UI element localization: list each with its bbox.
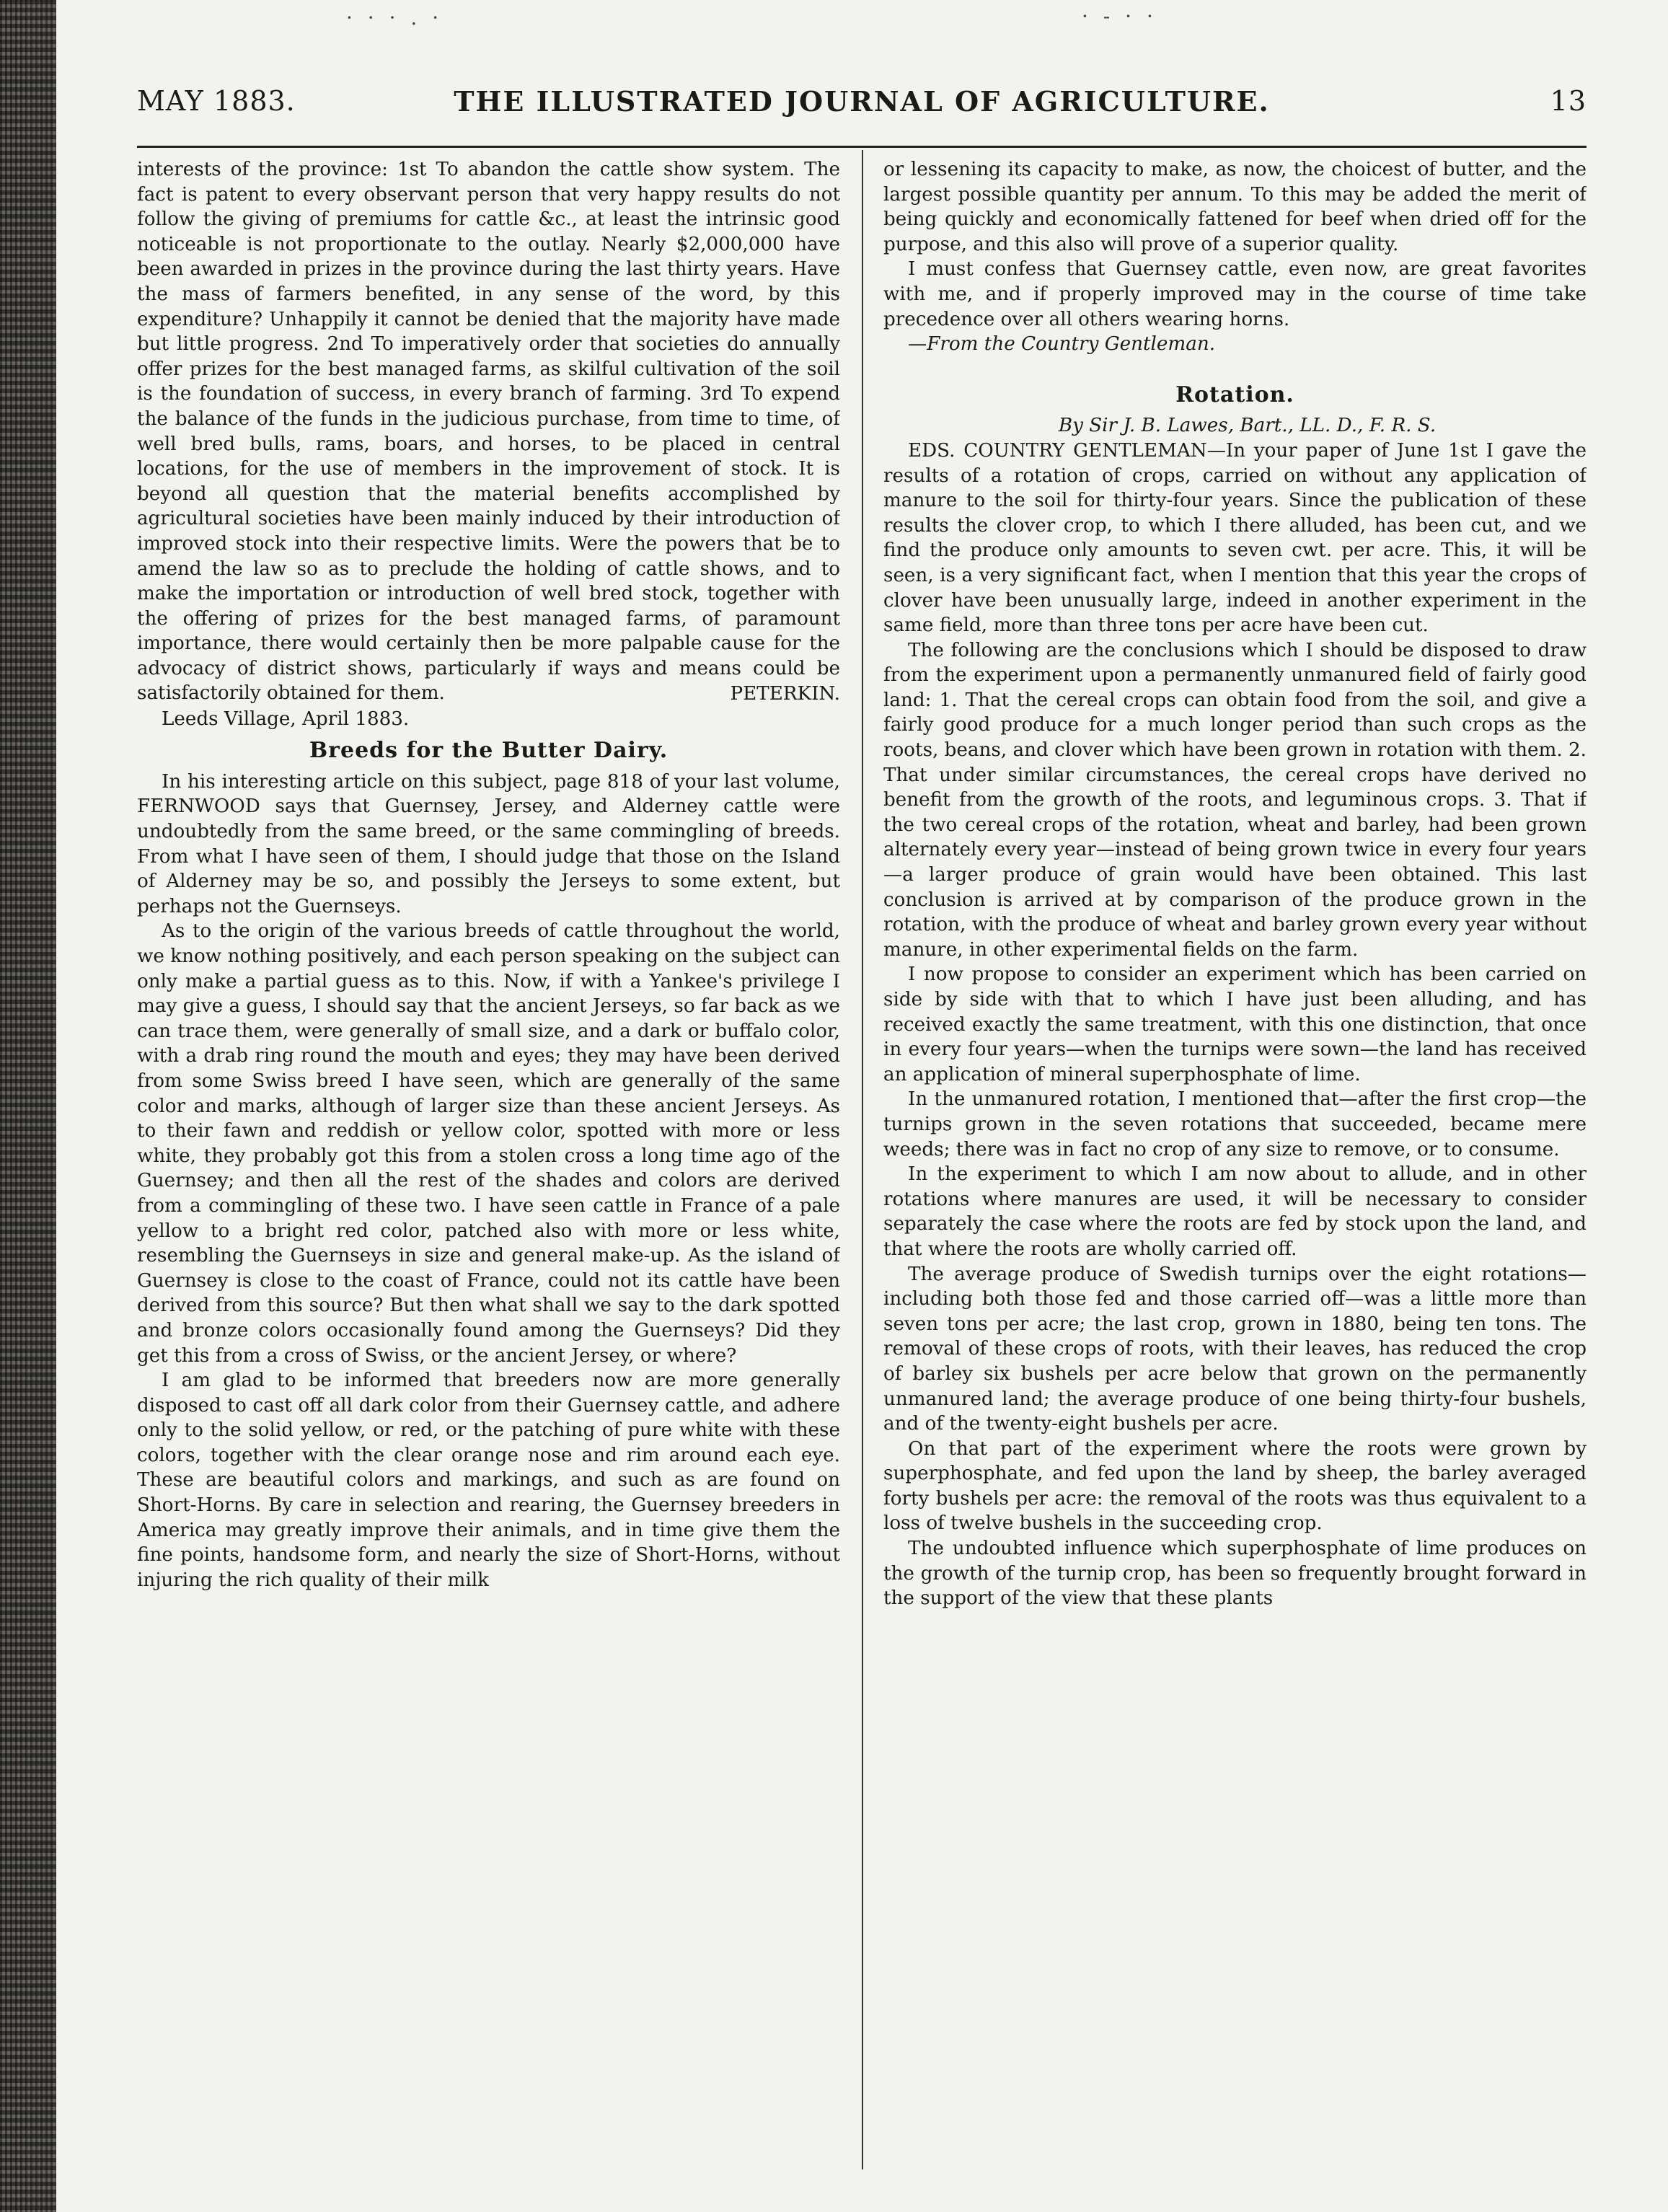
article-paragraph: I am glad to be informed that breeders now are more generally disposed to cast off all dark color from their Guernsey cattle, and adhere only to the solid yellow, or red, or the patching of pure white with these colors, together with the clear orange nose and rim around each eye. These are beautiful colors and markings, and such as are found on Short-Horns. By care in selection and rearing, the Guernsey breeders in America may greatly improve their animals, and in time give them the fine points, handsome form, and nearly the size of Short-Horns, without injuring the rich quality of their milk xyxy=(137,1370,840,1591)
article-paragraph: I must confess that Guernsey cattle, even now, are great favorites with me, and if properly improved may in the course of time take precedence over all others wearing horns. xyxy=(883,258,1587,330)
journal-page xyxy=(137,65,1587,2185)
article-heading-breeds: Breeds for the Butter Dairy. xyxy=(309,738,668,764)
salutation: EDS. COUNTRY GENTLEMAN xyxy=(908,439,1207,462)
article-paragraph: The following are the conclusions which I should be disposed to draw from the experiment upon a permanently unmanured field of fairly good land: 1. That the cereal crops can obtain food from the soil, and give a fairly good produce for a much longer period than such crops as the roots, beans, and clover which have been grown in rotation with them. 2. That under similar circumstances, the cereal crops have derived no benefit from the growth of the roots, and leguminous crops. 3. That if the two cereal crops of the rotation, wheat and barley, had been grown alternately every year—instead of being grown twice in every four years—a larger produce of grain would have been obtained. This last conclusion is arrived at by comparison of the produce grown in the rotation, with the produce of wheat and barley grown every year without manure, in other experimental fields on the farm. xyxy=(883,639,1587,961)
continued-paragraph: interests of the province: 1st To abandon the cattle show system. The fact is patent to every observant person that very happy results do not follow the giving of premiums for cattle &c., at least the intrinsic good noticeable is not proportionate to the outlay. Nearly $2,000,000 have been awarded in prizes in the province during the last thirty years. Have the mass of farmers benefited, in any sense of the word, by this expenditure? Unhappily it cannot be denied that the majority have made but little progress. 2nd To imperatively order that societies do annually offer prizes for the best managed farms, as skilful cultivation of the soil is the foundation of success, in every branch of farming. 3rd To expend the balance of the funds in the judicious purchase, from time to time, of well bred bulls, rams, boars, and horses, to be placed in central locations, for the use of members in the improvement of stock. It is beyond all question that the material benefits accomplished by agricultural societies have been mainly induced by their introduction of improved stock into their respective limits. Were the powers that be to amend the law so as to preclude the holding of cattle shows, and to make the importation or introduction of well bred stock, together with the offering of prizes for the best managed farms, of paramount importance, there would certainly then be more palpable cause for the advocacy of district shows, particularly if ways and means could be satisfactorily obtained for them. xyxy=(137,159,840,705)
article-paragraph xyxy=(883,439,1587,638)
journal-title: THE ILLUSTRATED JOURNAL OF AGRICULTURE. xyxy=(454,85,1270,118)
column-divider xyxy=(862,150,863,2169)
page-header xyxy=(137,78,1587,128)
header-rule xyxy=(137,146,1587,148)
continued-paragraph: or lessening its capacity to make, as now, the choicest of butter, and the largest possible quantity per annum. To this may be added the merit of being quickly and economically fattened for beef when dried off for the purpose, and this also will prove of a superior quality. xyxy=(883,159,1587,255)
article-paragraph: In the unmanured rotation, I mentioned that—after the first crop—the turnips grown in the seven rotations that succeeded, became mere weeds; there was in fact no crop of any size to remove, or to consume. xyxy=(883,1088,1587,1160)
header-date: MAY 1883. xyxy=(137,85,296,117)
print-speckle: · · · . · xyxy=(346,6,444,30)
paragraph-text: —In your paper of June 1st I gave the results of a rotation of crops, carried on without any application of manure to the soil for thirty-four years. Since the publication of these results the clover crop, to which I there alluded, has been cut, and we find the produce only amounts to seven cwt. per acre. This, it will be seen, is a very significant fact, when I mention that this year the crops of clover have been unusually large, indeed in another experiment in the same field, more than three tons per acre have been cut. xyxy=(883,439,1587,637)
article-paragraph: The undoubted influence which superphosphate of lime produces on the growth of the turnip crop, has been so frequently brought forward in the support of the view that these plants xyxy=(883,1538,1587,1610)
article-paragraph: I now propose to consider an experiment which has been carried on side by side with that to which I have just been alluding, and has received exactly the same treatment, with this one distinction, that once in every four years—when the turnips were sown—the land has received an application of mineral superphosphate of lime. xyxy=(883,964,1587,1085)
article-paragraph: As to the origin of the various breeds of cattle throughout the world, we know nothing positively, and each person speaking on the subject can only make a partial guess as to this. Now, if with a Yankee's privilege I may give a guess, I should say that the ancient Jerseys, so far back as we can trace them, were generally of small size, and a dark or buffalo color, with a drab ring round the mouth and eyes; they may have been derived from some Swiss breed I have seen, which are generally of the same color and marks, although of larger size than these ancient Jerseys. As to their fawn and reddish or yellow color, spotted with more or less white, they probably got this from a stolen cross a long time ago of the Guernsey; and then all the rest of the shades and colors are derived from a commingling of these two. I have seen cattle in France of a pale yellow to a bright red color, patched also with more or less white, resembling the Guernseys in size and general make-up. As the island of Guernsey is close to the coast of France, could not its cattle have been derived from this source? But then what shall we say to the dark spotted and bronze colors occasionally found among the Guernseys? Did they get this from a cross of Swiss, or the ancient Jersey, or where? xyxy=(137,920,840,1367)
book-spine-edge xyxy=(0,0,56,2212)
page-number: 13 xyxy=(1550,85,1587,117)
source-credit: —From the Country Gentleman. xyxy=(908,333,1216,356)
author-byline: By Sir J. B. Lawes, Bart., LL. D., F. R. S. xyxy=(1058,415,1437,437)
article-paragraph: In the experiment to which I am now about to allude, and in other rotations where manures are used, it will be necessary to consider separately the case where the roots are fed by stock upon the land, and that where the roots are wholly carried off. xyxy=(883,1163,1587,1260)
right-column xyxy=(883,157,1587,2177)
signature: PETERKIN. xyxy=(730,683,840,705)
dateline: Leeds Village, April 1883. xyxy=(162,708,410,730)
article-paragraph: In his interesting article on this subject, page 818 of your last volume, FERNWOOD says that Guernsey, Jersey, and Alderney cattle were undoubtedly from the same breed, or the same commingling of breeds. From what I have seen of them, I should judge that those on the Island of Alderney may be so, and possibly the Jerseys to some extent, but perhaps not the Guernseys. xyxy=(137,770,840,917)
article-paragraph: The average produce of Swedish turnips over the eight rotations—including both those fed and those carried off—was a little more than seven tons per acre; the last crop, grown in 1880, being ten tons. The removal of these crops of roots, with their leaves, has reduced the crop of barley six bushels per acre below that grown on the permanently unmanured land; the average produce of one being thirty-four bushels, and of the twenty-eight bushels per acre. xyxy=(883,1263,1587,1435)
left-column xyxy=(137,157,840,2177)
article-heading-rotation: Rotation. xyxy=(1175,382,1294,407)
print-speckle: · ‐ · · xyxy=(1082,4,1157,28)
article-paragraph: On that part of the experiment where the roots were grown by superphosphate, and fed upon the land by sheep, the barley averaged forty bushels per acre: the removal of the roots was thus equivalent to a loss of twelve bushels in the succeeding crop. xyxy=(883,1437,1587,1535)
